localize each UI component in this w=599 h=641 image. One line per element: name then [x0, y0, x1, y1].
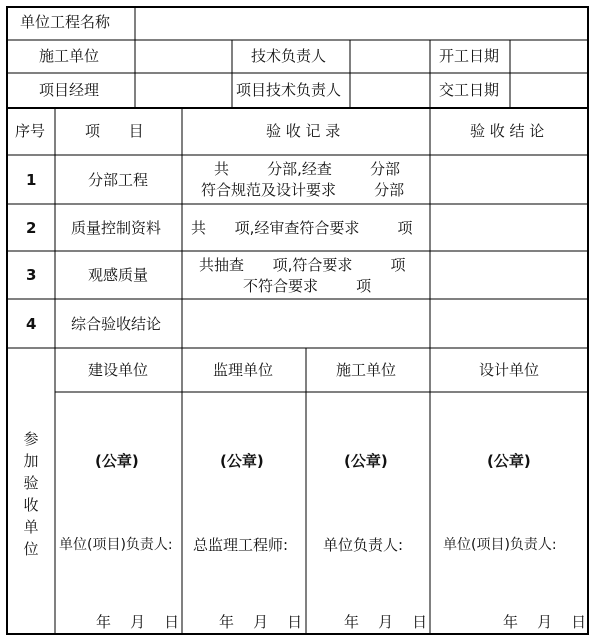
row-2-record-line1: 共 项,经审查符合要求 项: [191, 219, 413, 237]
seq-header: 序号: [15, 122, 46, 140]
signer-label: 单位负责人:: [323, 536, 404, 554]
record-header: 验 收 记 录: [266, 122, 341, 140]
signer-label: 总监理工程师:: [193, 536, 289, 554]
row-2-item: 质量控制资料: [71, 219, 162, 237]
project-tech-lead-label: 项目技术负责人: [236, 81, 342, 99]
handover-date-label: 交工日期: [439, 81, 500, 99]
item-header: 项 目: [85, 122, 144, 140]
unit-project-name-label: 单位工程名称: [20, 13, 111, 31]
signer-label: 单位(项目)负责人:: [443, 537, 557, 553]
signer-label: 单位(项目)负责人:: [59, 537, 173, 553]
participants-side-label: 参加验收单位: [23, 430, 39, 558]
participant-name: 监理单位: [213, 361, 274, 379]
project-manager-label: 项目经理: [39, 81, 100, 99]
row-3-item: 观感质量: [88, 266, 149, 284]
row-3-record-line2: 不符合要求 项: [243, 277, 372, 295]
row-3-seq: 3: [26, 266, 37, 284]
participant-name: 施工单位: [336, 361, 397, 379]
row-2-seq: 2: [26, 219, 37, 237]
seal-placeholder: (公章): [344, 452, 388, 470]
row-1-record-line1: 共 分部,经查 分部: [214, 160, 401, 178]
date-line: 年 月 日: [344, 613, 428, 631]
start-date-label: 开工日期: [439, 47, 500, 65]
row-4-item: 综合验收结论: [71, 315, 162, 333]
tech-lead-label: 技术负责人: [251, 47, 327, 65]
seal-placeholder: (公章): [220, 452, 264, 470]
conclusion-header: 验 收 结 论: [470, 122, 545, 140]
row-1-item: 分部工程: [88, 171, 149, 189]
construction-unit-label: 施工单位: [39, 47, 100, 65]
row-1-seq: 1: [26, 171, 37, 189]
row-3-record-line1: 共抽查 项,符合要求 项: [199, 256, 406, 274]
date-line: 年 月 日: [219, 613, 303, 631]
row-1-record-line2: 符合规范及设计要求 分部: [201, 181, 405, 199]
seal-placeholder: (公章): [95, 452, 139, 470]
participant-name: 设计单位: [479, 361, 540, 379]
row-4-seq: 4: [26, 315, 37, 333]
seal-placeholder: (公章): [487, 452, 531, 470]
participant-name: 建设单位: [88, 361, 149, 379]
date-line: 年 月 日: [96, 613, 180, 631]
date-line: 年 月 日: [503, 613, 587, 631]
